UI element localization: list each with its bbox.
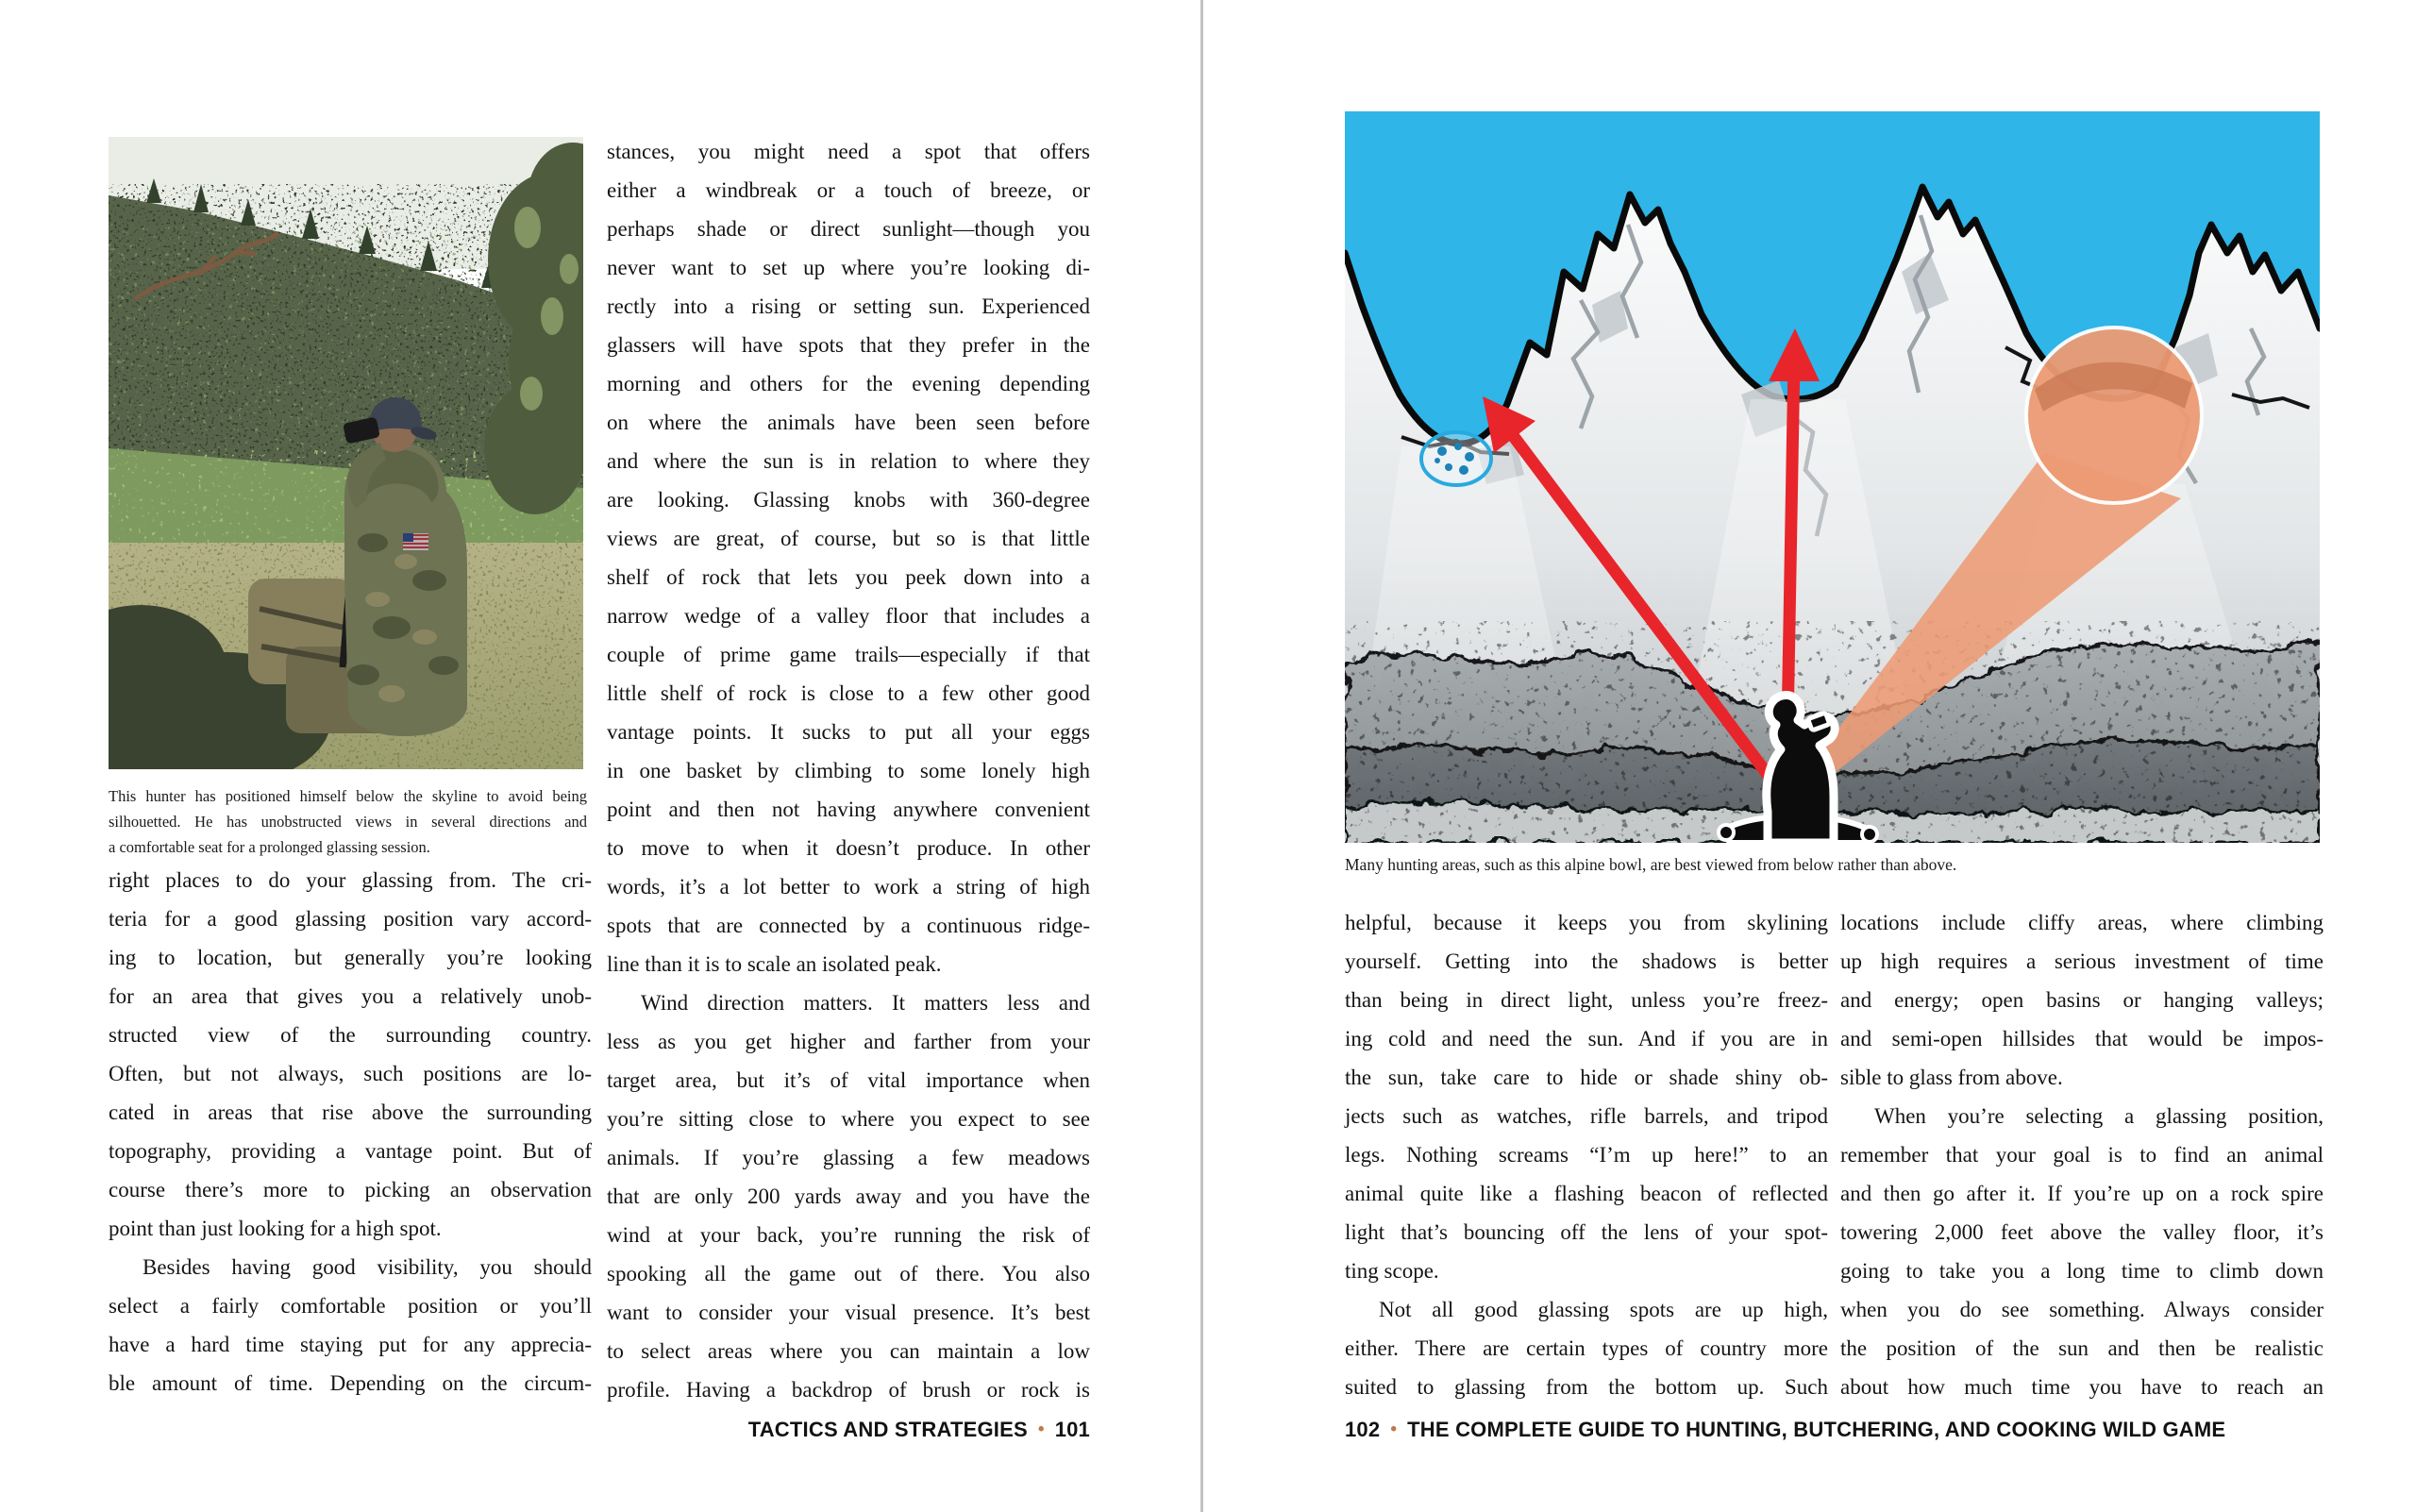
text-line: Wind direction matters. It matters less and [641,991,1090,1015]
text-line: on where the animals have been seen before [607,411,1090,434]
text-line: less as you get higher and farther from your [607,1030,1090,1053]
text-line: line than it is to scale an isolated peak. [607,952,942,976]
text-line: profile. Having a backdrop of brush or rock is [607,1378,1090,1402]
text-line: up high requires a serious investment of time [1840,949,2324,973]
page101-footer [604,1418,1090,1442]
text-line: spooking all the game out of there. You also [607,1262,1090,1285]
text-line: and semi-open hillsides that would be impos- [1840,1027,2324,1050]
text-line: light that’s bouncing off the lens of your spot- [1345,1220,1828,1244]
page102-column-1 [1345,903,1828,1406]
text-line: Not all good glassing spots are up high, [1379,1298,1828,1321]
text-line: narrow wedge of a valley floor that includes a [607,604,1090,628]
text-line: structed view of the surrounding country. [109,1023,592,1047]
animal-group-marker [1421,432,1491,485]
footer-book-title: THE COMPLETE GUIDE TO HUNTING, BUTCHERING, AND COOKING WILD GAME [1407,1418,2226,1441]
text-line: silhouetted. He has unobstructed views in several directions and [109,813,587,831]
text-line: shelf of rock that lets you peek down into a [607,565,1090,589]
text-line: select a fairly comfortable position or you’ll [109,1294,592,1318]
text-line: sible to glass from above. [1840,1066,2063,1089]
text-line: glassers will have spots that they prefer in the [607,333,1090,357]
text-line: little shelf of rock is close to a few other good [607,681,1090,705]
alpine-bowl-illustration [1345,111,2320,843]
page102-column-2 [1840,903,2324,1406]
text-line: suited to glassing from the bottom up. Such [1345,1375,1828,1399]
text-line: point than just looking for a high spot. [109,1217,442,1240]
text-line: the position of the sun and then be realistic [1840,1336,2324,1360]
illustration-caption: Many hunting areas, such as this alpine bowl, are best viewed from below rather than above. [1345,855,1957,874]
text-line: remember that your goal is to find an animal [1840,1143,2324,1167]
text-line: ing cold and need the sun. And if you are in [1345,1027,1828,1050]
text-line: than being in direct light, unless you’re freez- [1345,988,1828,1012]
text-line: ing to location, but generally you’re looking [109,946,592,969]
text-line: either. There are certain types of country more [1345,1336,1828,1360]
text-line: This hunter has positioned himself below the skyline to avoid being [109,787,587,805]
text-line: you’re sitting close to where you expect to see [607,1107,1090,1131]
text-line: Often, but not always, such positions are lo- [109,1062,592,1085]
text-line: point and then not having anywhere convenient [607,798,1090,821]
text-line: yourself. Getting into the shadows is better [1345,949,1828,973]
text-line: and energy; open basins or hanging valleys; [1840,988,2324,1012]
text-line: right places to do your glassing from. The cri- [109,868,592,892]
text-line: to select areas where you can maintain a low [607,1339,1090,1363]
text-line: couple of prime game trails—especially if that [607,643,1090,666]
page102-footer [1345,1418,2225,1442]
page101-column-2 [607,132,1090,1409]
text-line: ble amount of time. Depending on the circum- [109,1371,592,1395]
sun-glare-circle [2026,328,2202,503]
text-line: the sun, take care to hide or shade shiny ob- [1345,1066,1828,1089]
text-line: views are great, of course, but so is that little [607,527,1090,550]
text-line: target area, but it’s of vital importance when [607,1068,1090,1092]
text-line: Besides having good visibility, you should [143,1255,592,1279]
text-line: jects such as watches, rifle barrels, and tripod [1345,1104,1828,1128]
hunter-glassing-photo [109,137,583,769]
photo-flag-patch [403,533,428,550]
page101-column-1 [109,861,592,1403]
text-line: for an area that gives you a relatively unob- [109,984,592,1008]
page-gutter-divider [1200,0,1203,1512]
text-line: spots that are connected by a continuous ridge- [607,914,1090,937]
text-line: animal quite like a flashing beacon of reflected [1345,1182,1828,1205]
text-line: perhaps shade or direct sunlight—though you [607,217,1090,241]
photo-caption [109,783,587,860]
hunter-glassing-photo-art [109,137,583,769]
footer-page-number: 101 [1054,1418,1090,1441]
text-line: either a windbreak or a touch of breeze, or [607,178,1090,202]
text-line: vantage points. It sucks to put all your eggs [607,720,1090,744]
text-line: a comfortable seat for a prolonged glassing session. [109,838,430,856]
text-line: When you’re selecting a glassing position, [1874,1104,2324,1128]
text-line: teria for a good glassing position vary accord- [109,907,592,931]
alpine-bowl-art [1345,111,2320,843]
text-line: wind at your back, you’re running the risk of [607,1223,1090,1247]
text-line: course there’s more to picking an observation [109,1178,592,1201]
text-line: animals. If you’re glassing a few meadows [607,1146,1090,1169]
text-line: words, it’s a lot better to work a string of high [607,875,1090,899]
text-line: are looking. Glassing knobs with 360-degree [607,488,1090,512]
text-line: never want to set up where you’re looking di- [607,256,1090,279]
text-line: cated in areas that rise above the surrounding [109,1100,592,1124]
text-line: and where the sun is in relation to where they [607,449,1090,473]
text-line: and then go after it. If you’re up on a rock spire [1840,1182,2324,1205]
text-line: about how much time you have to reach an [1840,1375,2324,1399]
text-line: have a hard time staying put for any apprecia- [109,1333,592,1356]
text-line: ting scope. [1345,1259,1439,1283]
text-line: going to take you a long time to climb down [1840,1259,2324,1283]
footer-page-number: 102 [1345,1418,1381,1441]
text-line: to move to when it doesn’t produce. In other [607,836,1090,860]
footer-section-title: TACTICS AND STRATEGIES [747,1418,1028,1441]
text-line: topography, providing a vantage point. But of [109,1139,592,1163]
footer-bullet: • [1037,1420,1045,1439]
text-line: helpful, because it keeps you from skylining [1345,911,1828,934]
text-line: legs. Nothing screams “I’m up here!” to an [1345,1143,1828,1167]
text-line: that are only 200 yards away and you have the [607,1184,1090,1208]
text-line: morning and others for the evening depending [607,372,1090,395]
text-line: in one basket by climbing to some lonely high [607,759,1090,782]
footer-bullet: • [1390,1420,1398,1439]
text-line: towering 2,000 feet above the valley floor, it’s [1840,1220,2324,1244]
text-line: locations include cliffy areas, where climbing [1840,911,2324,934]
text-line: stances, you might need a spot that offers [607,140,1090,163]
text-line: want to consider your visual presence. It’s best [607,1301,1090,1324]
text-line: rectly into a rising or setting sun. Experienced [607,294,1090,318]
text-line: when you do see something. Always consider [1840,1298,2324,1321]
